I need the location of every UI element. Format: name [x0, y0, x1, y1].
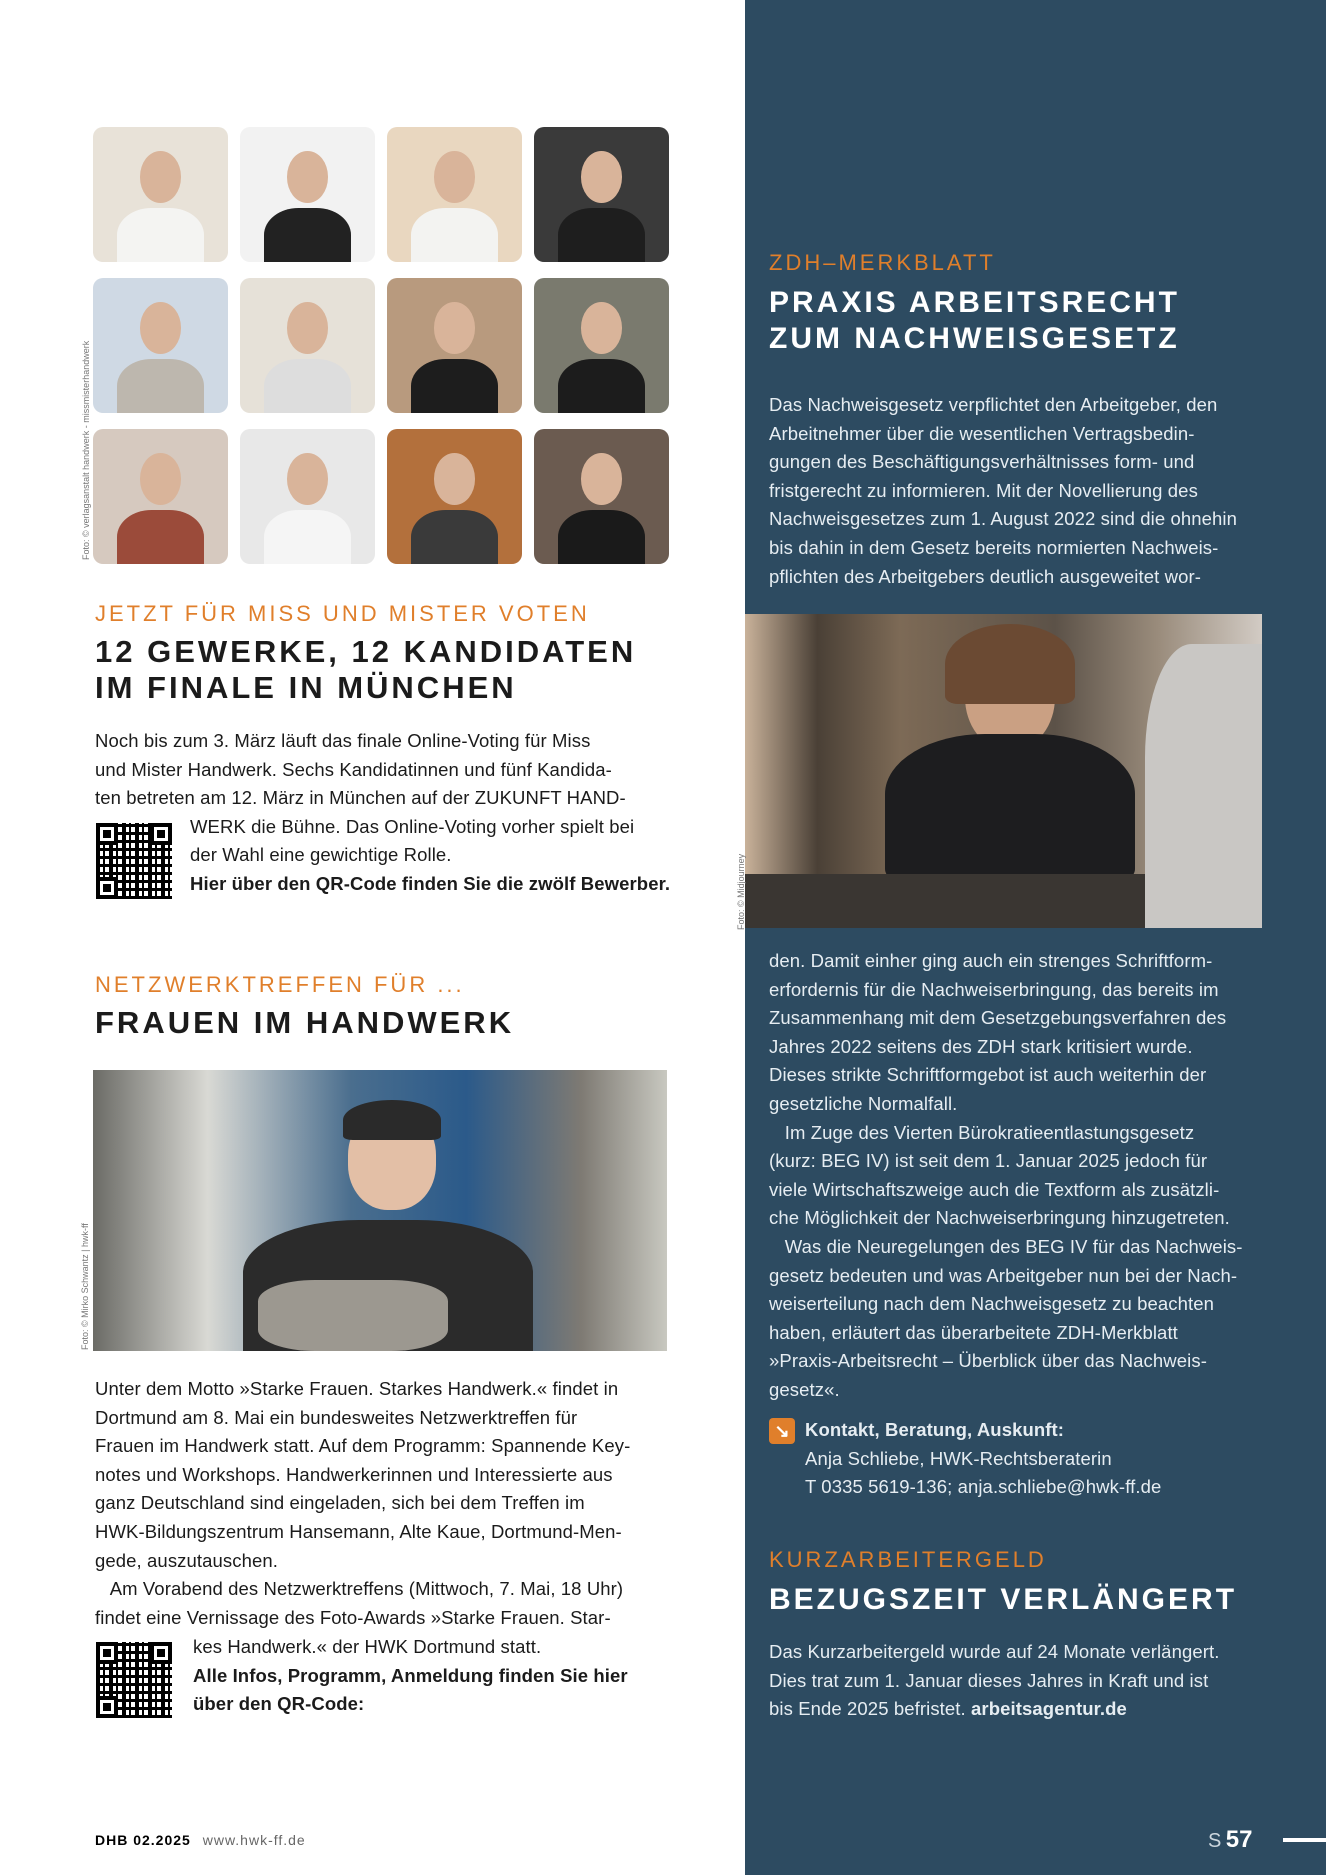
candidate-photo: [387, 278, 522, 413]
candidate-photo: [387, 127, 522, 262]
text-line: Dies trat zum 1. Januar dieses Jahres in Kraft und ist: [769, 1669, 1209, 1691]
text-line: Frauen im Handwerk statt. Auf dem Programm: Spannende Key-: [95, 1435, 631, 1457]
section-title: BEZUGSZEIT VERLÄNGERT: [769, 1583, 1238, 1616]
text-line: Das Nachweisgesetz verpflichtet den Arbeitgeber, den: [769, 394, 1218, 415]
footer: [95, 1832, 306, 1848]
text-line: Dortmund am 8. Mai ein bundesweites Netzwerktreffen für: [95, 1406, 578, 1428]
text-line: Zusammenhang mit dem Gesetzgebungsverfahren des: [769, 1007, 1227, 1029]
text-line: der Wahl eine gewichtige Rolle.: [190, 844, 452, 866]
text-line: ten betreten am 12. März in München auf der ZUKUNFT HAND-: [95, 787, 626, 809]
section-kicker: KURZARBEITERGELD: [769, 1547, 1047, 1572]
section-kicker: JETZT FÜR MISS UND MISTER VOTEN: [95, 601, 590, 626]
section-title: FRAUEN IM HANDWERK: [95, 1005, 515, 1040]
arbeitsagentur-link[interactable]: arbeitsagentur.de: [971, 1698, 1127, 1720]
meeting-photo: [745, 614, 1262, 928]
article-body: [769, 1638, 1219, 1724]
text-line: Jahres 2022 seitens des ZDH stark kritisiert wurde.: [769, 1035, 1193, 1057]
text-line: bis dahin in dem Gesetz bereits normierten Nachweis-: [769, 536, 1219, 558]
text-line: WERK die Bühne. Das Online-Voting vorher spielt bei: [190, 815, 635, 837]
candidate-photo: [534, 127, 669, 262]
website-link[interactable]: www.hwk-ff.de: [202, 1832, 306, 1848]
text-line: viele Wirtschaftszweige auch die Textform als zusätzli-: [769, 1178, 1220, 1200]
contact-info[interactable]: T 0335 5619-136; anja.schliebe@hwk-ff.de: [805, 1476, 1162, 1498]
candidate-photo: [240, 127, 375, 262]
page-prefix: S: [1208, 1830, 1222, 1852]
text-line: fristgerecht zu informieren. Mit der Novellierung des: [769, 479, 1198, 501]
page-number-value: 57: [1225, 1826, 1253, 1853]
text-line: »Praxis-Arbeitsrecht – Überblick über das Nachweis-: [769, 1350, 1207, 1372]
article-body: [769, 391, 1237, 591]
candidate-photo: [534, 429, 669, 564]
candidate-photo: [93, 278, 228, 413]
page-number: [1208, 1826, 1253, 1854]
arrow-down-right-icon: ↘: [769, 1418, 795, 1444]
text-line: Was die Neuregelungen des BEG IV für das Nachweis-: [769, 1235, 1243, 1257]
text-line: gede, auszutauschen.: [95, 1549, 279, 1571]
text-line: erfordernis für die Nachweiserbringung, das bereits im: [769, 978, 1219, 1000]
text-line: ganz Deutschland sind eingeladen, sich bei dem Treffen im: [95, 1492, 585, 1514]
candidate-photo: [534, 278, 669, 413]
text-line: gesetz bedeuten und was Arbeitgeber nun bei der Nach-: [769, 1264, 1238, 1286]
text-line: den. Damit einher ging auch ein strenges Schriftform-: [769, 950, 1213, 971]
section-kicker: ZDH–MERKBLATT: [769, 250, 996, 275]
text-line: che Möglichkeit der Nachweiserbringung hinzugetreten.: [769, 1207, 1230, 1229]
section-title: [769, 285, 1180, 357]
text-line: gesetzliche Normalfall.: [769, 1092, 958, 1114]
contact-label: Kontakt, Beratung, Auskunft:: [805, 1419, 1065, 1440]
text-line: Am Vorabend des Netzwerktreffens (Mittwoch, 7. Mai, 18 Uhr): [95, 1578, 624, 1600]
section-kicker: NETZWERKTREFFEN FÜR ...: [95, 972, 465, 997]
candidate-photo: [240, 278, 375, 413]
candidate-photo: [93, 429, 228, 564]
page-rule: [1283, 1838, 1326, 1842]
photo-credit: Foto: © Midjourney: [736, 853, 746, 930]
photo-credit: Foto: © Mirko Schwantz | hwk-ff: [80, 1223, 90, 1350]
title-line: IM FINALE IN MÜNCHEN: [95, 670, 517, 705]
text-line: Unter dem Motto »Starke Frauen. Starkes Handwerk.« findet in: [95, 1378, 619, 1399]
qr-cta: über den QR-Code:: [193, 1693, 365, 1715]
issue-label: DHB 02.2025: [95, 1832, 191, 1848]
text-line: weiserteilung nach dem Nachweisgesetz zu beachten: [769, 1293, 1215, 1315]
qr-code[interactable]: [96, 823, 172, 899]
text-line: Noch bis zum 3. März läuft das finale Online-Voting für Miss: [95, 730, 591, 751]
text-line: bis Ende 2025 befristet.: [769, 1698, 972, 1720]
article-body: [95, 1375, 630, 1632]
frauen-photo: [93, 1070, 667, 1351]
text-line: (kurz: BEG IV) ist seit dem 1. Januar 2025 jedoch für: [769, 1150, 1208, 1172]
section-title: [95, 634, 636, 706]
qr-cta: Hier über den QR-Code finden Sie die zwölf Bewerber.: [190, 872, 671, 894]
text-line: und Mister Handwerk. Sechs Kandidatinnen und fünf Kandida-: [95, 758, 612, 780]
text-line: gungen des Beschäftigungsverhältnisses form- und: [769, 451, 1195, 473]
title-line: 12 GEWERKE, 12 KANDIDATEN: [95, 634, 637, 669]
photo-credit: Foto: © verlagsanstalt handwerk - missmisterhandwerk: [81, 340, 91, 560]
text-line: kes Handwerk.« der HWK Dortmund statt.: [193, 1636, 542, 1657]
text-line: haben, erläutert das überarbeitete ZDH-Merkblatt: [769, 1321, 1178, 1343]
qr-code[interactable]: [96, 1642, 172, 1718]
text-line: gesetz«.: [769, 1378, 840, 1400]
title-line: ZUM NACHWEISGESETZ: [769, 322, 1180, 355]
candidate-photo: [387, 429, 522, 564]
candidate-photo: [240, 429, 375, 564]
contact-name: Anja Schliebe, HWK-Rechtsberaterin: [805, 1447, 1112, 1469]
text-line: Das Kurzarbeitergeld wurde auf 24 Monate verlängert.: [769, 1641, 1220, 1662]
candidate-photo: [93, 127, 228, 262]
article-body: [769, 947, 1243, 1405]
text-line: Dieses strikte Schriftformgebot ist auch weiterhin der: [769, 1064, 1207, 1086]
text-line: Nachweisgesetzes zum 1. August 2022 sind die ohnehin: [769, 508, 1237, 530]
title-line: PRAXIS ARBEITSRECHT: [769, 286, 1180, 319]
text-line: findet eine Vernissage des Foto-Awards »Starke Frauen. Star-: [95, 1606, 611, 1628]
qr-cta: Alle Infos, Programm, Anmeldung finden Sie hier: [193, 1664, 628, 1686]
article-body-qr: [193, 1633, 628, 1719]
text-line: Im Zuge des Vierten Bürokratieentlastungsgesetz: [769, 1121, 1195, 1143]
text-line: HWK-Bildungszentrum Hansemann, Alte Kaue, Dortmund-Men-: [95, 1520, 622, 1542]
contact-block: [805, 1416, 1161, 1502]
text-line: pflichten des Arbeitgebers deutlich ausgeweitet wor-: [769, 565, 1201, 587]
text-line: notes und Workshops. Handwerkerinnen und Interessierte aus: [95, 1463, 613, 1485]
text-line: Arbeitnehmer über die wesentlichen Vertragsbedin-: [769, 422, 1195, 444]
article-body: [95, 727, 670, 899]
